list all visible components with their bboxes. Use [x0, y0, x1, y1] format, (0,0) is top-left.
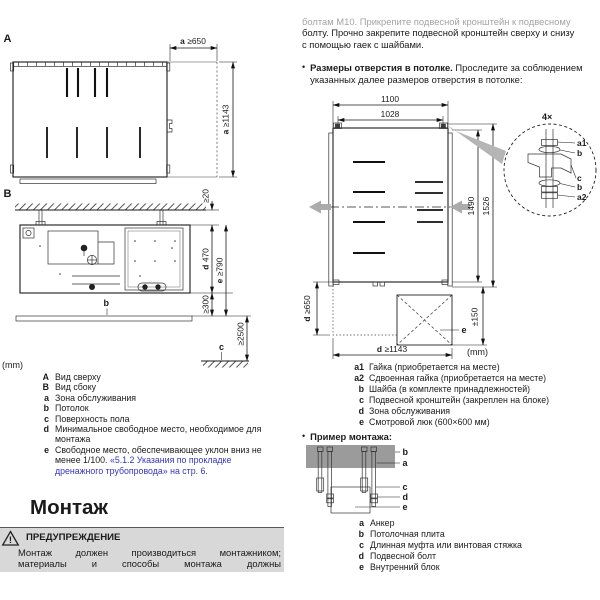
svg-text:!: !	[8, 535, 13, 546]
legend-text	[55, 445, 280, 476]
legend-key: d	[43, 424, 49, 435]
warning-box	[0, 527, 284, 572]
legend-text: Потолочная плита	[370, 529, 445, 539]
callout-c: c	[402, 482, 408, 492]
svg-text:±150: ±150	[469, 307, 480, 327]
legend-text: Подвесной болт	[370, 551, 437, 561]
svg-text:d≥650: d≥650	[302, 295, 312, 322]
units-label-left: (mm)	[2, 360, 23, 370]
dim-hatch-offset	[452, 287, 487, 345]
legend-text: Сдвоенная гайка (приобретается на месте)	[369, 373, 547, 383]
bullet-text	[310, 62, 594, 85]
dim-1028	[338, 109, 443, 124]
bolt-detail-circle	[504, 112, 596, 216]
legend-key: A	[42, 372, 49, 382]
callout-b-top: b	[577, 148, 583, 158]
legend-text: Зона обслуживания	[55, 392, 137, 403]
detail-count-label: 4×	[542, 112, 553, 122]
washer-top	[539, 146, 560, 152]
bottom-flange	[20, 179, 156, 184]
legend-text: Минимальное свободное место, необходимое для монтажа	[55, 424, 262, 445]
section-heading: Монтаж	[30, 496, 108, 519]
legend-key: c	[44, 413, 49, 424]
svg-text:1028: 1028	[380, 109, 400, 119]
legend-text-plain: Свободное место, обеспечивающее уклон вниз не менее 1/100.	[55, 444, 262, 466]
callout-b: b	[402, 447, 408, 457]
legend-text: Поверхность пола	[55, 413, 130, 424]
airflow-arrow-left	[309, 201, 331, 214]
legend-text: Потолок	[55, 403, 89, 414]
dim-service-height	[219, 62, 237, 177]
service-zone-below	[302, 282, 397, 335]
unit-outline-top-view	[11, 62, 173, 184]
svg-text:1490: 1490	[466, 196, 476, 216]
legend-key: a2	[354, 373, 364, 383]
bullet-bold-lead: Пример монтажа:	[310, 431, 392, 442]
washer-bottom	[539, 180, 560, 186]
legend-key: a	[359, 518, 364, 528]
suspension-bolts	[36, 210, 166, 225]
legend-key: B	[42, 382, 49, 393]
warning-title: ПРЕДУПРЕЖДЕНИЕ	[26, 532, 121, 543]
svg-text:≥20: ≥20	[200, 189, 211, 203]
service-area-boundary	[167, 62, 217, 177]
legend-mounting-example	[352, 518, 590, 573]
point-label-e: e	[461, 325, 467, 335]
callout-a: a	[402, 458, 408, 468]
vent-slots	[353, 162, 443, 253]
ceiling-slab	[306, 445, 395, 468]
callout-a1: a1	[577, 138, 587, 148]
legend-text: Смотровой люк (600×600 мм)	[369, 417, 490, 427]
svg-text:a≥1143: a≥1143	[220, 104, 231, 135]
legend-text: Гайка (приобретается на месте)	[369, 362, 500, 372]
legend-key: e	[359, 562, 364, 572]
dim-service-width	[170, 36, 217, 61]
legend-key: a	[44, 392, 49, 403]
top-vents	[47, 68, 140, 158]
legend-key: b	[358, 529, 364, 539]
top-view-diagram	[0, 28, 250, 186]
legend-key: b	[358, 384, 364, 394]
ceiling-hole-diagram	[300, 93, 600, 361]
nut-a2-lower	[542, 193, 558, 199]
suspended-ceiling	[16, 298, 192, 321]
legend-text: Длинная муфта или винтовая стяжка	[370, 540, 522, 550]
units-label-right: (mm)	[467, 347, 488, 357]
intro-paragraph	[302, 16, 580, 50]
legend-text: Анкер	[370, 518, 395, 528]
legend-key: e	[359, 417, 364, 427]
legend-text: Зона обслуживания	[369, 406, 451, 416]
legend-key: a1	[354, 362, 364, 372]
mounting-example-diagram	[300, 442, 600, 518]
unit-outline-side-view	[20, 225, 190, 293]
legend-side-top-views	[36, 372, 280, 476]
intro-line-cropped: болтам М10. Прикрепите подвесной кронштейн к подвесному	[302, 16, 571, 27]
legend-key: b	[43, 403, 49, 414]
bullet-bold-lead: Размеры отверстия в потолке.	[310, 62, 453, 73]
legend-text: Шайба (в комплекте принадлежностей)	[369, 384, 531, 394]
callout-b-bottom: b	[577, 182, 583, 192]
legend-key: c	[359, 395, 364, 405]
bullet-icon: •	[302, 62, 306, 72]
legend-key: c	[359, 540, 364, 550]
unit-outline-hole-view	[309, 123, 470, 286]
callout-a2: a2	[577, 192, 587, 202]
legend-text: Подвесной кронштейн (закреплен на блоке)	[369, 395, 550, 405]
dims-side-view	[190, 189, 251, 361]
suspension-bracket	[528, 154, 571, 177]
callout-c: c	[577, 173, 582, 183]
bullet-hole-dimensions	[302, 62, 594, 85]
bullet-rest: Проследите за соблюдением указанных далее размеров отверстия в потолке:	[310, 62, 583, 85]
hanger-bracket-mark	[167, 120, 172, 132]
warning-icon	[1, 530, 20, 547]
bullet-mounting-example	[302, 431, 594, 443]
svg-text:1526: 1526	[481, 196, 491, 216]
svg-text:d470: d470	[200, 248, 211, 270]
warning-body	[18, 547, 281, 569]
point-label-b: b	[103, 298, 109, 308]
point-label-c: c	[219, 342, 225, 352]
svg-text:≥300: ≥300	[200, 295, 211, 314]
svg-text:d≥1143: d ≥1143	[376, 344, 408, 354]
intro-text: болту. Прочно закрепите подвесной кронштейн сверху и снизу с помощью гаек с шайбами.	[302, 27, 575, 50]
legend-text: Внутренний блок	[370, 562, 440, 572]
svg-text:e≥790: e≥790	[214, 257, 225, 284]
nut-a2-upper	[542, 187, 558, 193]
view-a-label: A	[3, 33, 12, 45]
svg-text:a≥650: a ≥650	[180, 36, 206, 46]
legend-text: Вид сбоку	[55, 382, 97, 393]
legend-key: d	[358, 406, 364, 416]
callout-d: d	[402, 492, 408, 502]
svg-text:≥2500: ≥2500	[235, 322, 246, 346]
cross-reference-link[interactable]: «5.1.2 Указания по прокладке дренажного трубопровода» на стр. 6.	[55, 455, 232, 476]
bullet-icon: •	[302, 431, 306, 441]
callout-e: e	[402, 502, 408, 512]
legend-key: e	[44, 444, 49, 455]
nut-a1	[542, 140, 558, 146]
warning-line: Монтаж должен производиться монтажником;	[18, 547, 281, 558]
inspection-hatch	[397, 295, 467, 345]
legend-key: d	[358, 551, 364, 561]
legend-text: Вид сверху	[55, 372, 101, 382]
svg-text:1100: 1100	[380, 94, 400, 104]
legend-ceiling-hole	[345, 362, 591, 428]
side-view-diagram	[0, 186, 262, 378]
structural-ceiling	[15, 204, 206, 211]
view-b-label: B	[3, 188, 12, 200]
warning-line: материалы и способы монтажа должны	[18, 558, 281, 570]
